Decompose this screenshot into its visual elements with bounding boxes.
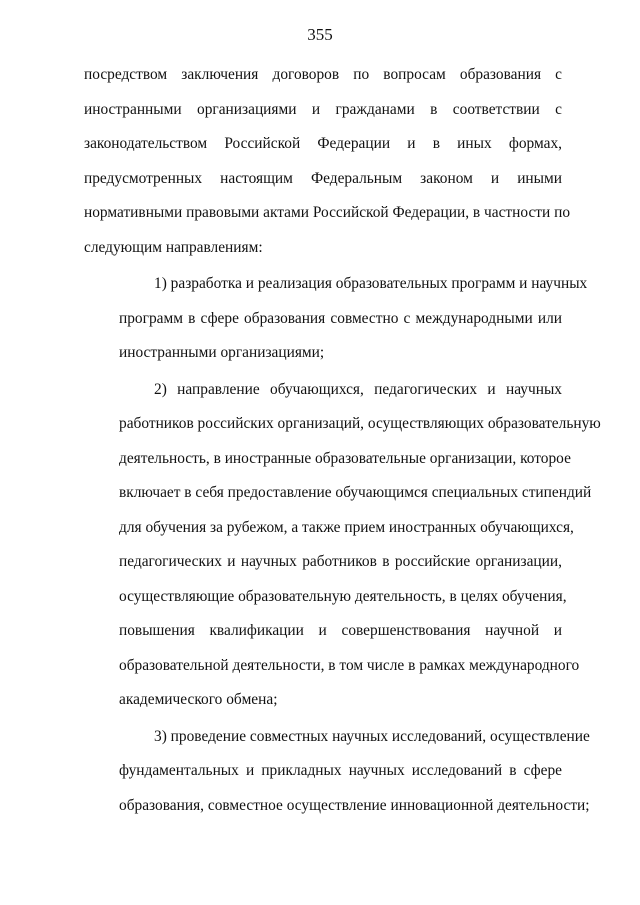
text-line: работников российских организаций, осуществляющих образовательную [119, 415, 601, 432]
text-line: фундаментальных и прикладных научных исследований в сфере [119, 762, 562, 779]
text-line: предусмотренных настоящим Федеральным законом и иными [84, 169, 562, 187]
text-line: 1) разработка и реализация образовательных программ и научных [154, 275, 588, 292]
text-line: программ в сфере образования совместно с международными или [119, 309, 562, 327]
text-line: иностранными организациями и гражданами в соответствии с [84, 100, 562, 118]
text-line: посредством заключения договоров по вопросам образования с [84, 66, 562, 83]
text-line: осуществляющие образовательную деятельность, в целях обучения, [119, 587, 567, 605]
text-line: нормативными правовыми актами Российской Федерации, в частности по [84, 204, 571, 221]
text-line: следующим направлениям: [84, 238, 263, 256]
text-line: 2) направление обучающихся, педагогических и научных [154, 380, 562, 398]
text-line: академического обмена; [119, 691, 278, 708]
page-number: 355 [307, 25, 333, 44]
text-line: повышения квалификации и совершенствования научной и [119, 622, 562, 639]
paragraph [84, 58, 571, 265]
text-line: 3) проведение совместных научных исследований, осуществление [154, 727, 590, 745]
text-line: иностранными организациями; [119, 344, 325, 361]
text-line: включает в себя предоставление обучающимся специальных стипендий [119, 484, 592, 501]
paragraph [84, 720, 590, 824]
paragraph [84, 373, 601, 718]
paragraph [84, 267, 588, 371]
text-line: деятельность, в иностранные образовательные организации, которое [119, 449, 571, 467]
text-line: для обучения за рубежом, а также прием иностранных обучающихся, [119, 518, 574, 536]
text-line: педагогических и научных работников в российские организации, [119, 553, 562, 570]
document-body [84, 58, 601, 825]
text-line: образовательной деятельности, в том числе в рамках международного [119, 656, 580, 674]
text-line: образования, совместное осуществление инновационной деятельности; [119, 796, 590, 814]
text-line: законодательством Российской Федерации и в иных формах, [84, 135, 562, 152]
